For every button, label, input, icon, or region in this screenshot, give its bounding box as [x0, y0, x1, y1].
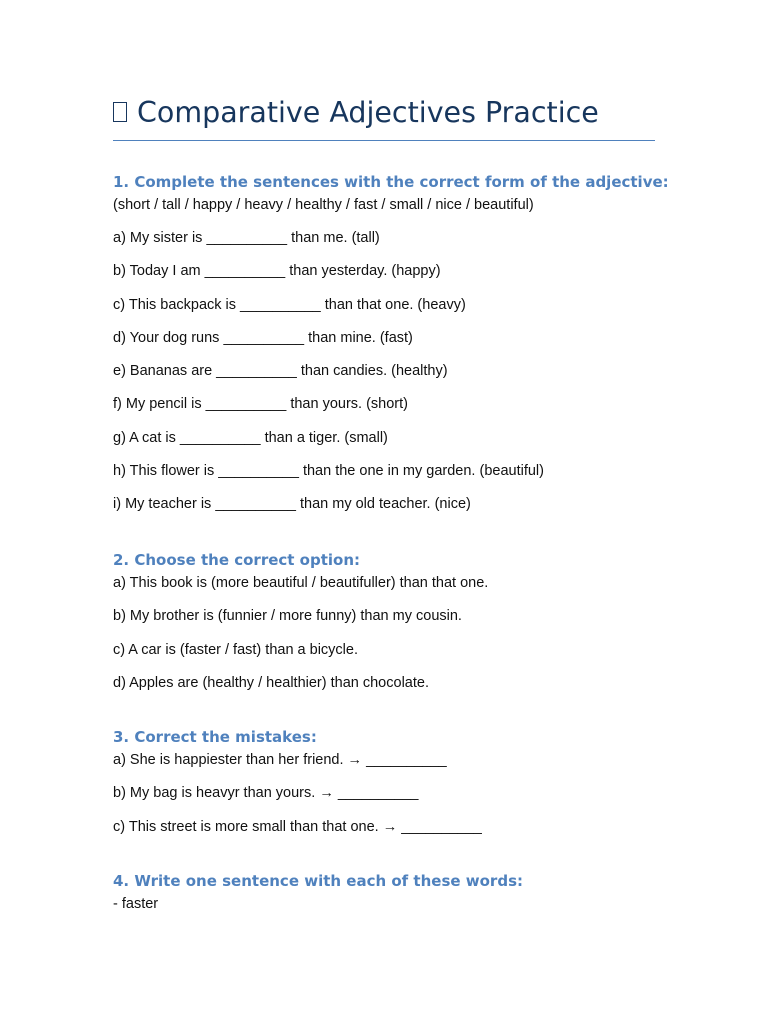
page-title — [113, 93, 655, 133]
section-heading: 2. Choose the correct option: — [113, 551, 361, 569]
exercise-list — [113, 572, 655, 694]
exercise-item: c) This backpack is __________ than that one. (heavy) — [113, 296, 466, 313]
adjective-word-bank: (short / tall / happy / heavy / healthy / fast / small / nice / beautiful) — [113, 197, 534, 213]
page-title-text: Comparative Adjectives Practice — [137, 96, 599, 129]
section-heading: 3. Correct the mistakes: — [113, 728, 317, 746]
section-3 — [113, 726, 655, 838]
exercise-item: e) Bananas are __________ than candies. (healthy) — [113, 363, 448, 380]
section-1 — [113, 171, 669, 515]
missing-glyph-icon — [113, 102, 127, 122]
section-heading: 4. Write one sentence with each of these words: — [113, 872, 523, 890]
exercise-item: b) Today I am __________ than yesterday. (happy) — [113, 263, 441, 280]
exercise-item: f) My pencil is __________ than yours. (short) — [113, 396, 408, 413]
exercise-item: d) Apples are (healthy / healthier) than chocolate. — [113, 674, 429, 691]
exercise-list — [113, 749, 655, 838]
exercise-list — [113, 893, 655, 915]
exercise-item: b) My brother is (funnier / more funny) than my cousin. — [113, 608, 462, 625]
exercise-item: a) My sister is __________ than me. (tall) — [113, 230, 380, 246]
section-heading: 1. Complete the sentences with the correct form of the adjective: — [113, 173, 669, 191]
exercise-item: c) This street is more small than that one. → __________ — [113, 818, 482, 835]
title-block — [113, 93, 655, 141]
exercise-item: a) She is happiester than her friend. → __________ — [113, 752, 447, 768]
exercise-list — [113, 227, 655, 515]
exercise-item: i) My teacher is __________ than my old teacher. (nice) — [113, 496, 471, 513]
section-2 — [113, 549, 655, 694]
exercise-item: h) This flower is __________ than the one in my garden. (beautiful) — [113, 463, 544, 480]
exercise-item: d) Your dog runs __________ than mine. (fast) — [113, 329, 413, 346]
exercise-item: b) My bag is heavyr than yours. → __________ — [113, 785, 419, 802]
exercise-item: a) This book is (more beautiful / beautifuller) than that one. — [113, 575, 489, 591]
exercise-item: g) A cat is __________ than a tiger. (small) — [113, 429, 388, 446]
exercise-item: - faster — [113, 896, 159, 912]
exercise-item: c) A car is (faster / fast) than a bicycle. — [113, 641, 358, 658]
section-4 — [113, 870, 655, 915]
